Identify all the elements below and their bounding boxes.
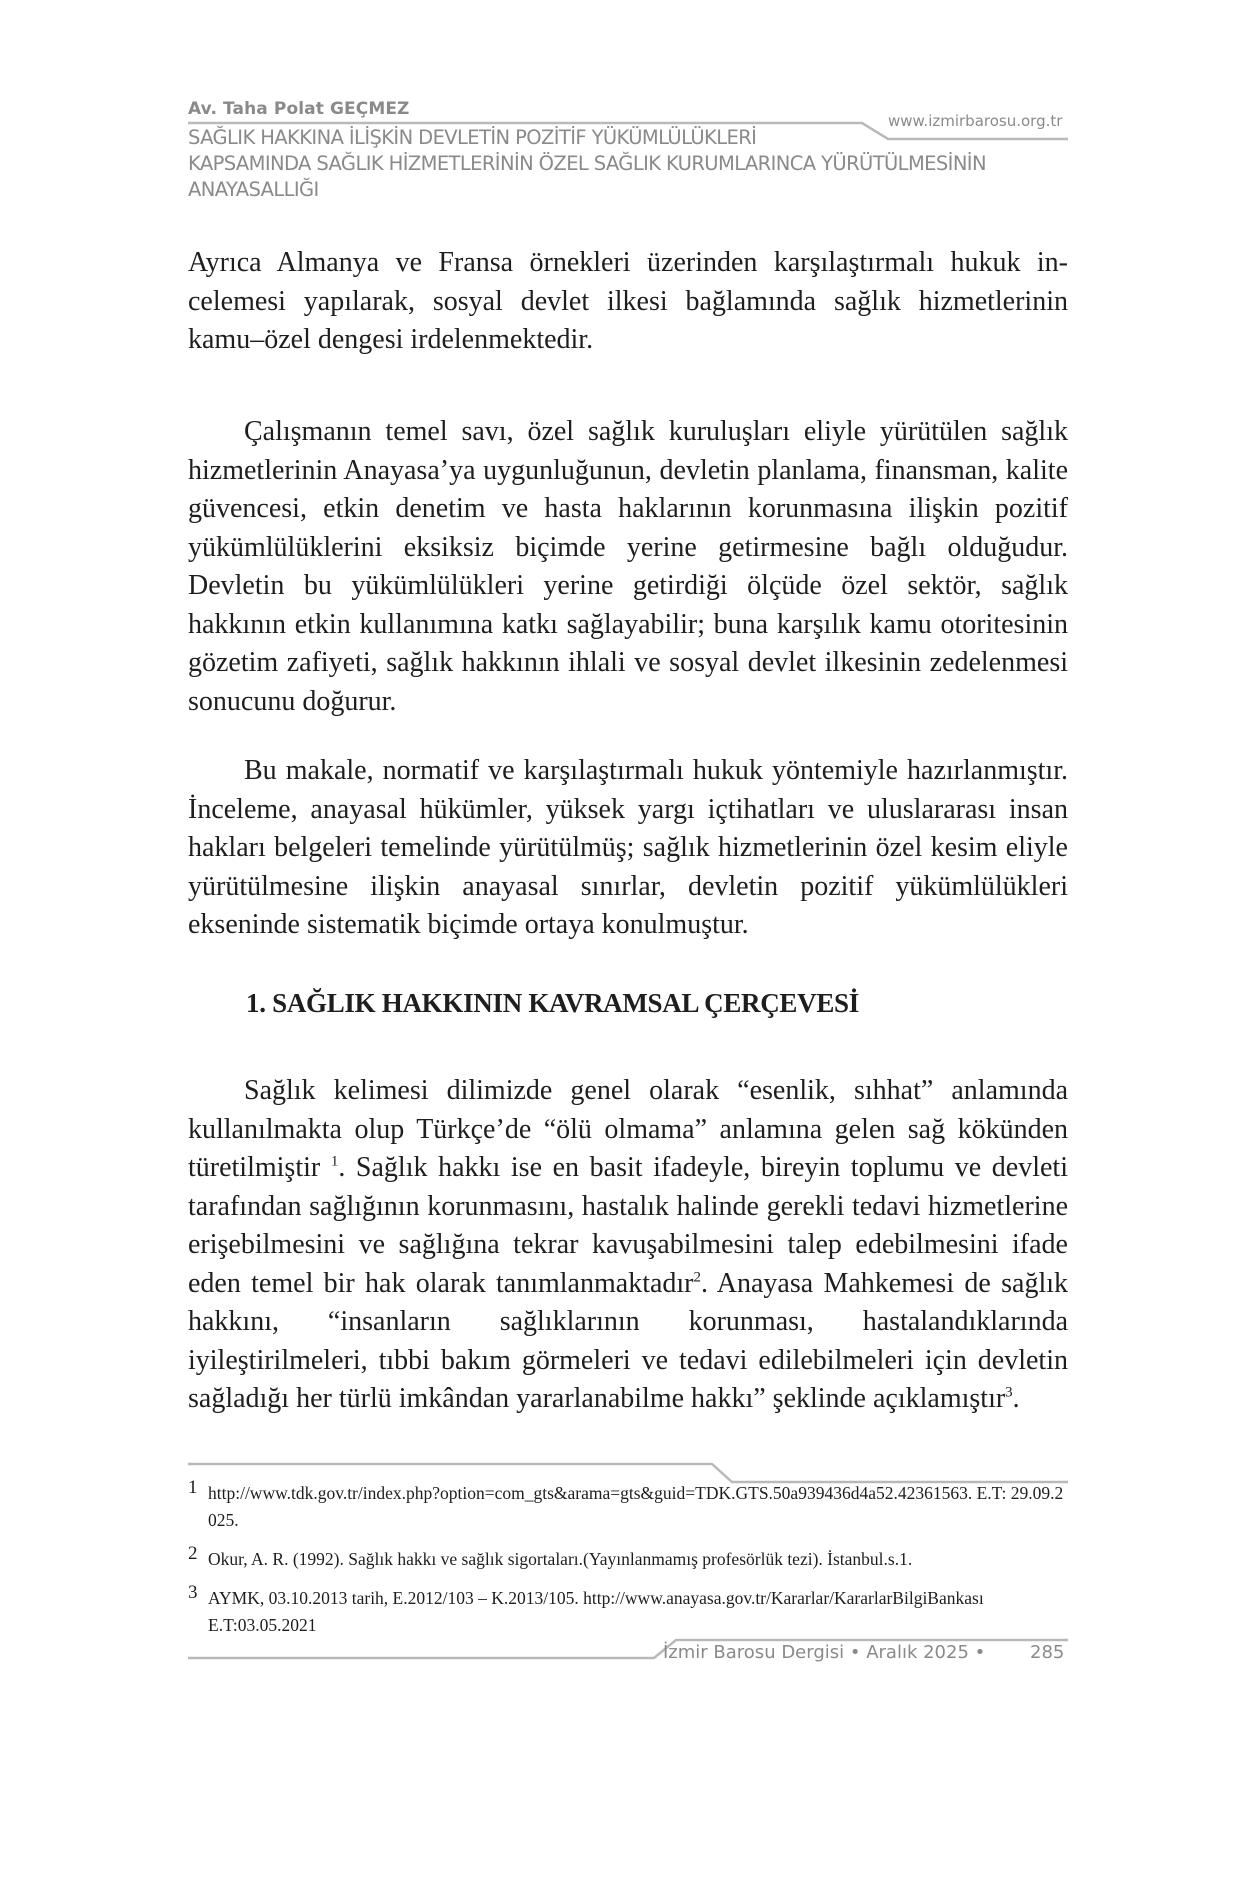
footnote-number: 2 [188,1543,198,1564]
footnote-text: Okur, A. R. (1992). Sağlık hakkı ve sağlık sigortaları.(Yayınlanmamış profesörlük tezi). İstanbul.s.1. [208,1549,913,1569]
running-header-article-title [188,125,1068,203]
running-header-author: Av. Taha Polat GEÇMEZ [188,99,410,119]
body-paragraph: Bu makale, normatif ve karşılaştırmalı hukuk yöntemiyle hazırlanmıştır. İnceleme, anayasal hükümler, yüksek yargı içtihatları ve uluslararası insan hakları belgeleri temelinde yürütülmüş; sağlık hizmetlerinin özel kesim eliyle yürütülmesine ilişkin anayasal sınırlar, devletin pozitif yükümlülükleri ekseninde sistematik biçimde ortaya konulmuştur. [188,755,1068,940]
footnote-ref[interactable]: 1 [330,1153,339,1170]
paragraph-text: . Sağlık hakkı ise en basit ifadeyle, bireyin toplumu ve devleti tarafından sağlığının korunmasını, hastalık halinde gerekli tedavi hizmetlerine erişebilmesini ve sağlığına tekrar kavuşabilmesini talep edebilmesini ifade eden temel bir hak olarak tanımlanmaktadır [188,1152,1068,1299]
footnote-text: http://www.tdk.gov.tr/index.php?option=com_gts&arama=gts&guid=TDK.GTS.50a939436d4a52.42361563. E.T: 29.09.2025. [208,1483,1064,1530]
body-paragraph [188,1072,1068,1419]
footnotes [188,1477,1068,1651]
body-paragraph: Ayrıca Almanya ve Fransa örnekleri üzerinden karşılaştırmalı hukuk incelemesi yapılarak, sosyal devlet ilkesi bağlamında sağlık hizmetlerinin kamu–özel dengesi irdelenmektedir. [188,247,1068,355]
article-title-line: SAĞLIK HAKKINA İLİŞKİN DEVLETİN POZİTİF YÜKÜMLÜLÜKLERİ [188,126,757,149]
footnote-item [188,1477,1068,1534]
body-paragraph: Çalışmanın temel savı, özel sağlık kuruluşları eliyle yürütülen sağlık hizmetlerinin Anayasa’ya uygunluğunun, devletin planlama, finansman, kalite güvencesi, etkin denetim ve hasta haklarının korunmasına ilişkin pozitif yükümlülüklerini eksiksiz biçimde yerine getirmesine bağlı olduğudur. Devletin bu yükümlülükleri yerine getirdiği ölçüde özel sektör, sağlık hakkının etkin kullanımına katkı sağlayabilir; buna karşılık kamu otoritesinin gözetim zafiyeti, sağlık hakkının ihlali ve sosyal devlet ilkesinin zedelenmesi sonucunu doğurur. [188,416,1068,717]
footnote-number: 1 [188,1477,198,1498]
footnote-ref[interactable]: 3 [1005,1384,1013,1401]
footnote-item [188,1582,1068,1639]
paragraph-text: . [1012,1383,1020,1414]
running-footer-journal: İzmir Barosu Dergisi • Aralık 2025 • [663,1642,986,1663]
article-title-line: KAPSAMINDA SAĞLIK HİZMETLERİNİN ÖZEL SAĞLIK KURUMLARINCA YÜRÜTÜLMESİNİN [188,152,986,175]
footnote-number: 3 [188,1582,198,1603]
footnote-item [188,1543,1068,1573]
page-number: 285 [1030,1642,1065,1663]
paragraph-text: Sağlık kelimesi dilimizde genel olarak “esenlik, sıhhat” anlamında kullanılmakta olup Türkçe’de “ölü olmama” anlamına gelen sağ kökünden türetilmiştir [188,1075,1068,1183]
paragraph-text: . Anayasa Mahkemesi de sağlık hakkını, “insanların sağlıklarının korunması, hastalandıklarında iyileştirilmeleri, tıbbi bakım görmeleri ve tedavi edilebilmeleri için devletin sağladığı her türlü imkândan yararlanabilme hakkı” şeklinde açıklamıştır [188,1267,1068,1414]
footnote-text: AYMK, 03.10.2013 tarih, E.2012/103 – K.2013/105. http://www.anayasa.gov.tr/Kararlar/KararlarBilgiBankası E.T:03.05.2021 [208,1588,984,1635]
running-header-website: www.izmirbarosu.org.tr [888,112,1063,130]
article-title-line: ANAYASALLIĞI [188,178,319,201]
footnote-ref[interactable]: 2 [693,1269,702,1286]
section-heading: 1. SAĞLIK HAKKININ KAVRAMSAL ÇERÇEVESİ [246,988,859,1018]
